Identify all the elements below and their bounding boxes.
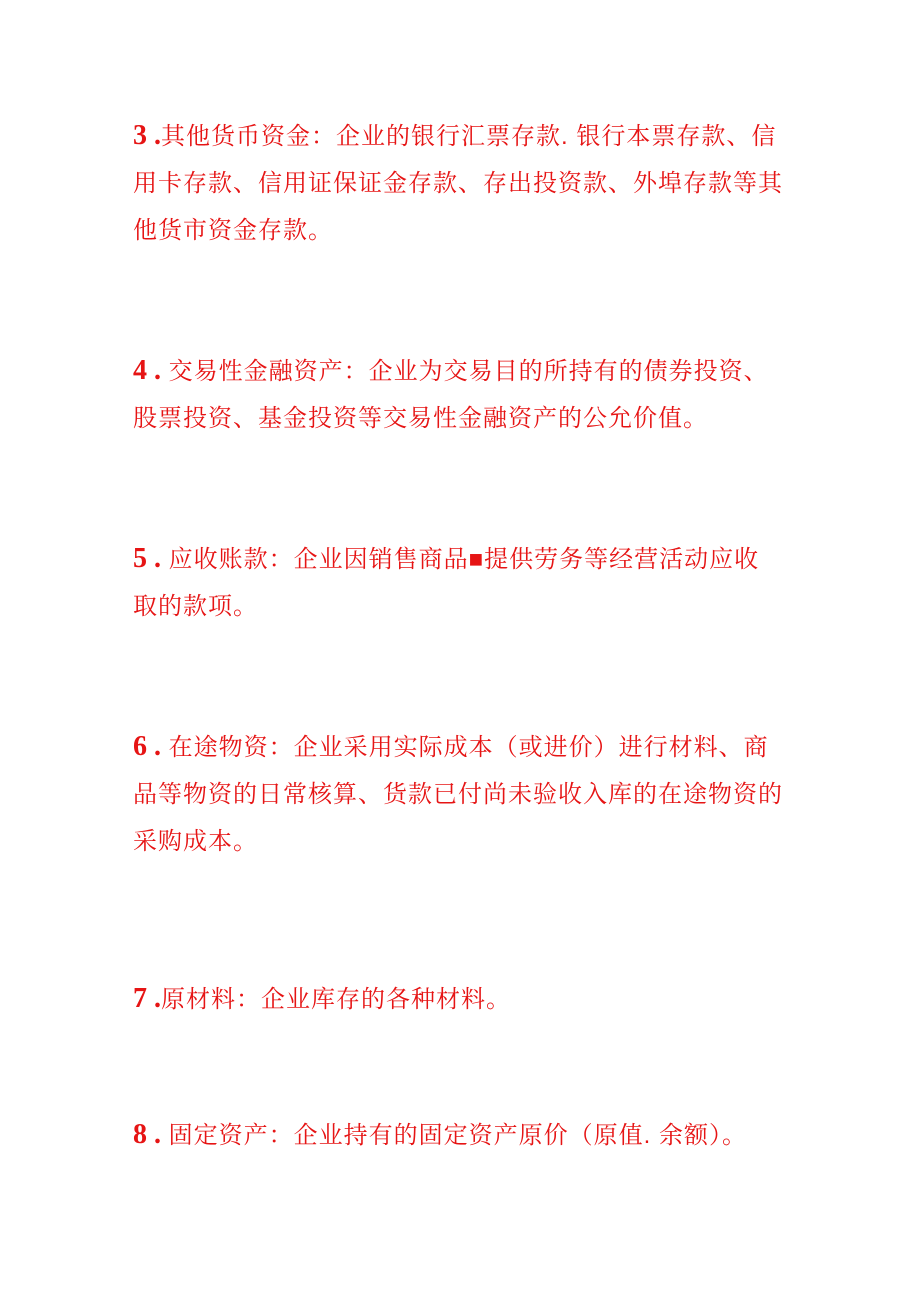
item-line: 他货市资金存款。 (133, 217, 333, 244)
definition-item-3 (133, 112, 805, 254)
item-line (133, 347, 805, 395)
item-number: 7 . (133, 983, 161, 1014)
item-line (133, 723, 805, 771)
definition-item-7 (133, 975, 805, 1023)
item-number: 3 . (133, 120, 161, 151)
item-line-text: 原材料：企业库存的各种材料。 (161, 986, 511, 1013)
item-number: 6 . (133, 731, 161, 762)
item-line: 股票投资、基金投资等交易性金融资产的公允价值。 (133, 405, 708, 432)
item-number: 8 . (133, 1119, 161, 1150)
item-line (133, 975, 805, 1023)
definition-item-4 (133, 347, 805, 442)
item-line: 采购成本。 (133, 828, 258, 855)
item-line-text: 在途物资：企业采用实际成本（或进价）进行材料、商 (161, 734, 769, 761)
item-line-text: 固定资产：企业持有的固定资产原价（原值. 余额）。 (161, 1122, 748, 1149)
item-line-text: 其他货币资金：企业的银行汇票存款. 银行本票存款、信 (161, 123, 777, 150)
item-line-text: 应收账款：企业因销售商品■提供劳务等经营活动应收 (161, 546, 760, 573)
item-number: 4 . (133, 355, 161, 386)
item-line (133, 112, 805, 160)
definition-item-8 (133, 1111, 805, 1159)
item-line (133, 535, 805, 583)
item-line-text: 交易性金融资产：企业为交易目的所持有的债券投资、 (161, 358, 769, 385)
definition-item-6 (133, 723, 805, 865)
item-number: 5 . (133, 543, 161, 574)
item-line: 品等物资的日常核算、货款已付尚未验收入库的在途物资的 (133, 781, 783, 808)
item-line: 取的款项。 (133, 593, 258, 620)
item-line (133, 1111, 805, 1159)
item-line: 用卡存款、信用证保证金存款、存出投资款、外埠存款等其 (133, 170, 783, 197)
document-body (133, 112, 805, 1159)
definition-item-5 (133, 535, 805, 630)
